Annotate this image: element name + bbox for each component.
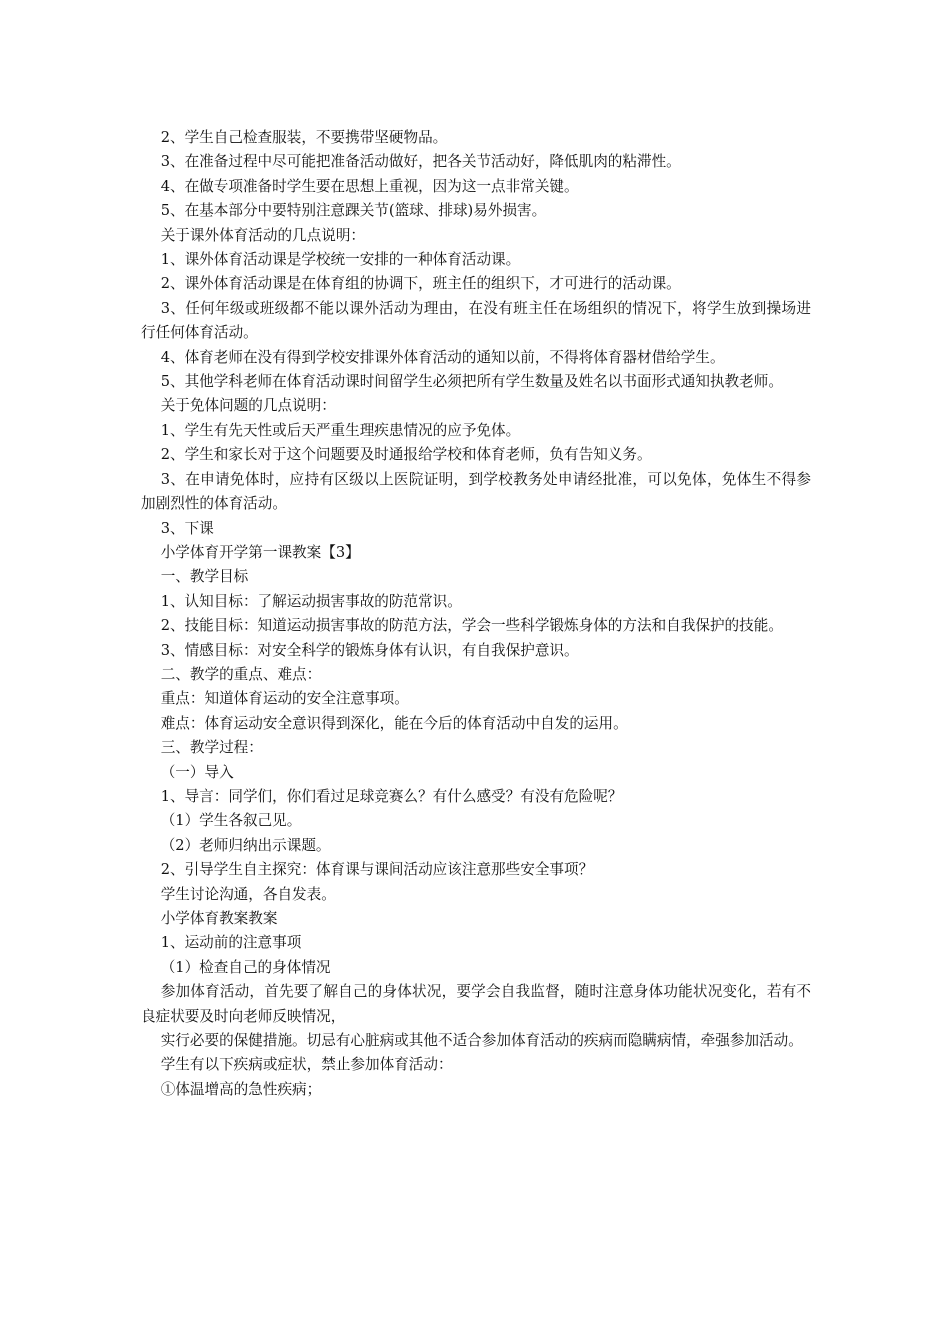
paragraph: （1）学生各叙己见。 bbox=[160, 812, 302, 830]
paragraph: 学生有以下疾病或症状，禁止参加体育活动： bbox=[160, 1056, 453, 1074]
paragraph: 4、体育老师在没有得到学校安排课外体育活动的通知以前，不得将体育器材借给学生。 bbox=[160, 348, 725, 366]
paragraph: （1）检查自己的身体情况 bbox=[160, 958, 331, 976]
paragraph: 难点：体育运动安全意识得到深化，能在今后的体育活动中自发的运用。 bbox=[160, 714, 628, 732]
paragraph: 2、技能目标：知道运动损害事故的防范方法，学会一些科学锻炼身体的方法和自我保护的技能。 bbox=[160, 617, 783, 635]
section-heading: 二、教学的重点、难点： bbox=[160, 665, 322, 683]
paragraph: 学生讨论沟通，各自发表。 bbox=[160, 885, 336, 903]
paragraph: ①体温增高的急性疾病； bbox=[160, 1080, 322, 1098]
document-page bbox=[141, 126, 811, 1102]
paragraph: 5、其他学科老师在体育活动课时间留学生必须把所有学生数量及姓名以书面形式通知执教老师。 bbox=[160, 373, 783, 391]
lesson-title: 小学体育教案教案 bbox=[160, 910, 278, 927]
section-heading: 三、教学过程： bbox=[160, 739, 263, 757]
paragraph: 1、导言：同学们，你们看过足球竞赛么？有什么感受？有没有危险呢？ bbox=[160, 787, 623, 805]
paragraph: 1、课外体育活动课是学校统一安排的一种体育活动课。 bbox=[160, 251, 521, 269]
paragraph: 2、引导学生自主探究：体育课与课间活动应该注意那些安全事项？ bbox=[160, 861, 594, 879]
paragraph: 3、在申请免体时，应持有区级以上医院证明，到学校教务处申请经批准，可以免体，免体生不得参加剧烈性的体育活动。 bbox=[141, 470, 811, 513]
section-heading: 一、教学目标 bbox=[160, 568, 249, 586]
paragraph: 3、情感目标：对安全科学的锻炼身体有认识，有自我保护意识。 bbox=[160, 641, 579, 659]
paragraph: 4、在做专项准备时学生要在思想上重视，因为这一点非常关键。 bbox=[160, 177, 579, 195]
paragraph: 实行必要的保健措施。切忌有心脏病或其他不适合参加体育活动的疾病而隐瞒病情，牵强参加活动。 bbox=[160, 1032, 803, 1050]
lesson-title: 小学体育开学第一课教案【3】 bbox=[160, 543, 360, 561]
paragraph: 1、学生有先天性或后天严重生理疾患情况的应予免体。 bbox=[160, 421, 521, 439]
section-heading: 关于课外体育活动的几点说明： bbox=[160, 226, 366, 244]
paragraph: 2、学生和家长对于这个问题要及时通报给学校和体育老师，负有告知义务。 bbox=[160, 446, 652, 464]
section-heading: 关于免体问题的几点说明： bbox=[160, 397, 336, 415]
paragraph: 3、在准备过程中尽可能把准备活动做好，把各关节活动好，降低肌肉的粘滞性。 bbox=[160, 153, 681, 171]
paragraph: 3、任何年级或班级都不能以课外活动为理由，在没有班主任在场组织的情况下，将学生放到操场进行任何体育活动。 bbox=[141, 299, 811, 342]
paragraph: 2、课外体育活动课是在体育组的协调下，班主任的组织下，才可进行的活动课。 bbox=[160, 275, 681, 293]
paragraph: 3、下课 bbox=[160, 519, 214, 537]
paragraph: （一）导入 bbox=[160, 763, 234, 781]
paragraph: 1、认知目标：了解运动损害事故的防范常识。 bbox=[160, 592, 462, 610]
paragraph: 5、在基本部分中要特别注意踝关节(篮球、排球)易外损害。 bbox=[160, 202, 547, 220]
paragraph: （2）老师归纳出示课题。 bbox=[160, 836, 331, 854]
paragraph: 重点：知道体育运动的安全注意事项。 bbox=[160, 690, 409, 708]
paragraph: 1、运动前的注意事项 bbox=[160, 934, 302, 952]
paragraph: 2、学生自己检查服装，不要携带坚硬物品。 bbox=[160, 129, 448, 146]
paragraph: 参加体育活动，首先要了解自己的身体状况，要学会自我监督，随时注意身体功能状况变化，若有不良症状要及时向老师反映情况， bbox=[141, 983, 811, 1025]
